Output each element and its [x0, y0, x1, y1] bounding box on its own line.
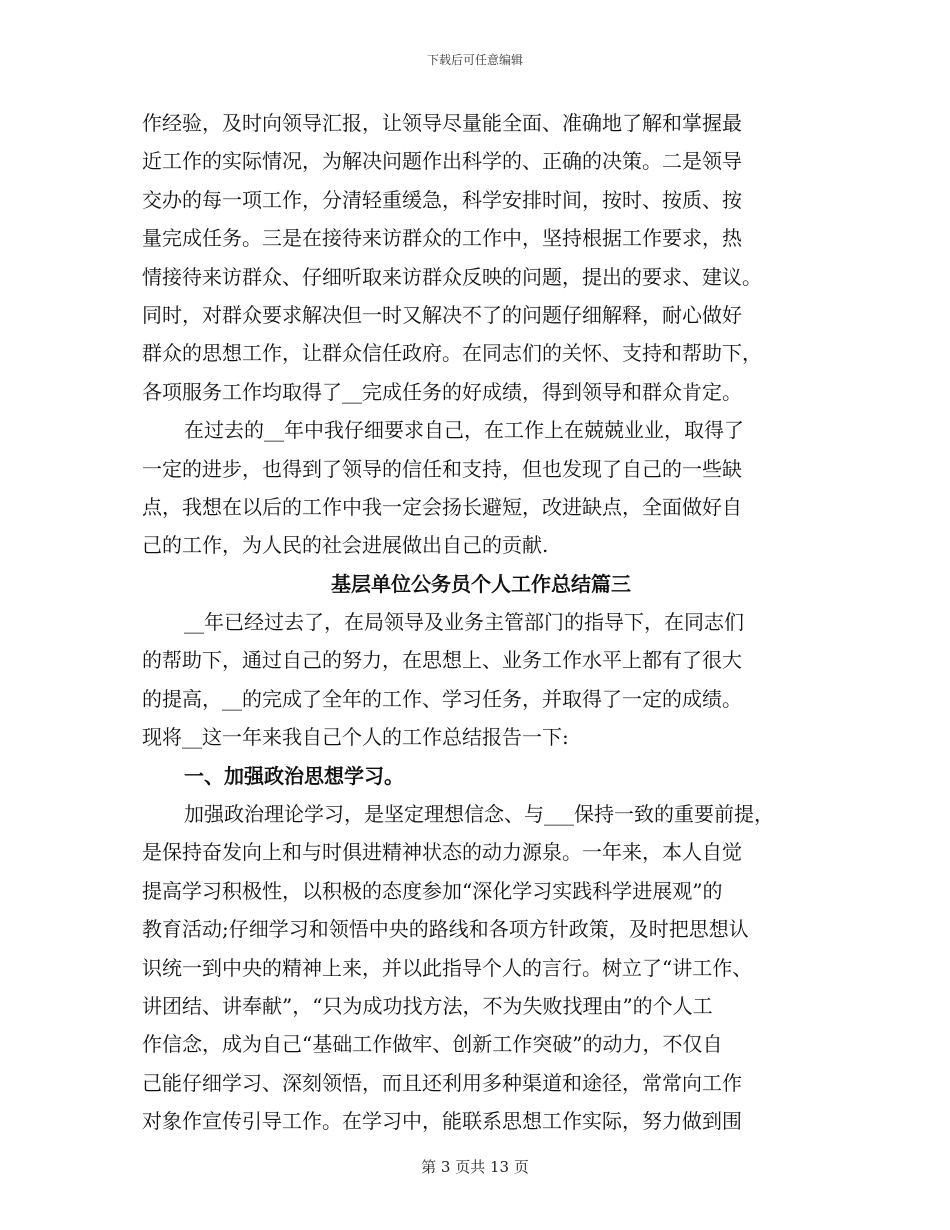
- paragraph-line: 识统一到中央的精神上来，并以此指导个人的言行。树立了“讲工作、: [142, 955, 753, 980]
- paragraph-line: 己能仔细学习、深刻领悟，而且还利用多种渠道和途径，常常向工作: [142, 1070, 742, 1095]
- paragraph-line: 加强政治理论学习，是坚定理想信念、与___保持一致的重要前提，: [184, 802, 774, 827]
- paragraph-line: 交办的每一项工作，分清轻重缓急，科学安排时间，按时、按质、按: [142, 187, 742, 212]
- paragraph-line: 近工作的实际情况，为解决问题作出科学的、正确的决策。二是领导: [142, 149, 742, 174]
- paragraph-line: 的帮助下，通过自己的努力，在思想上、业务工作水平上都有了很大: [142, 648, 742, 673]
- paragraph-line: 的提高，__的完成了全年的工作、学习任务，并取得了一定的成绩。: [142, 686, 742, 711]
- page-header: 下载后可任意编辑: [426, 53, 523, 67]
- paragraph-line: 己的工作，为人民的社会进展做出自己的贡献.: [142, 533, 549, 558]
- paragraph-line: 在过去的__年中我仔细要求自己，在工作上在兢兢业业，取得了: [184, 418, 744, 443]
- subsection-heading: 一、加强政治思想学习。: [184, 763, 404, 788]
- section-title: 基层单位公务员个人工作总结篇三: [331, 571, 631, 596]
- page-number-footer: 第 3 页共 13 页: [421, 1158, 529, 1176]
- paragraph-line: 一定的进步，也得到了领导的信任和支持，但也发现了自己的一些缺: [142, 456, 742, 481]
- paragraph-line: 教育活动;仔细学习和领悟中央的路线和各项方针政策，及时把思想认: [142, 917, 749, 942]
- paragraph-line: 提高学习积极性，以积极的态度参加“深化学习实践科学进展观”的: [142, 878, 723, 903]
- paragraph-line: 同时，对群众要求解决但一时又解决不了的问题仔细解释，耐心做好: [142, 302, 742, 327]
- paragraph-line: 群众的思想工作，让群众信任政府。在同志们的关怀、支持和帮助下，: [142, 341, 762, 366]
- paragraph-line: 作信念，成为自己“基础工作做牢、创新工作突破”的动力，不仅自: [142, 1032, 723, 1057]
- paragraph-line: 现将__这一年来我自己个人的工作总结报告一下:: [142, 725, 569, 750]
- paragraph-line: 作经验，及时向领导汇报，让领导尽量能全面、准确地了解和掌握最: [142, 111, 742, 135]
- paragraph-line: 各项服务工作均取得了__完成任务的好成绩，得到领导和群众肯定。: [142, 379, 742, 404]
- paragraph-line: 讲团结、讲奉献”，“只为成功找方法，不为失败找理由”的个人工: [142, 993, 713, 1018]
- paragraph-line: 是保持奋发向上和与时俱进精神状态的动力源泉。一年来，本人自觉: [142, 840, 742, 865]
- paragraph-line: 对象作宣传引导工作。在学习中，能联系思想工作实际，努力做到围: [142, 1109, 742, 1134]
- paragraph-line: __年已经过去了，在局领导及业务主管部门的指导下，在同志们: [184, 610, 744, 635]
- paragraph-line: 点，我想在以后的工作中我一定会扬长避短，改进缺点，全面做好自: [142, 494, 742, 519]
- document-body: [142, 104, 812, 1141]
- paragraph-line: 情接待来访群众、仔细听取来访群众反映的问题，提出的要求、建议。: [142, 264, 762, 289]
- paragraph-line: 量完成任务。三是在接待来访群众的工作中，坚持根据工作要求，热: [142, 226, 742, 251]
